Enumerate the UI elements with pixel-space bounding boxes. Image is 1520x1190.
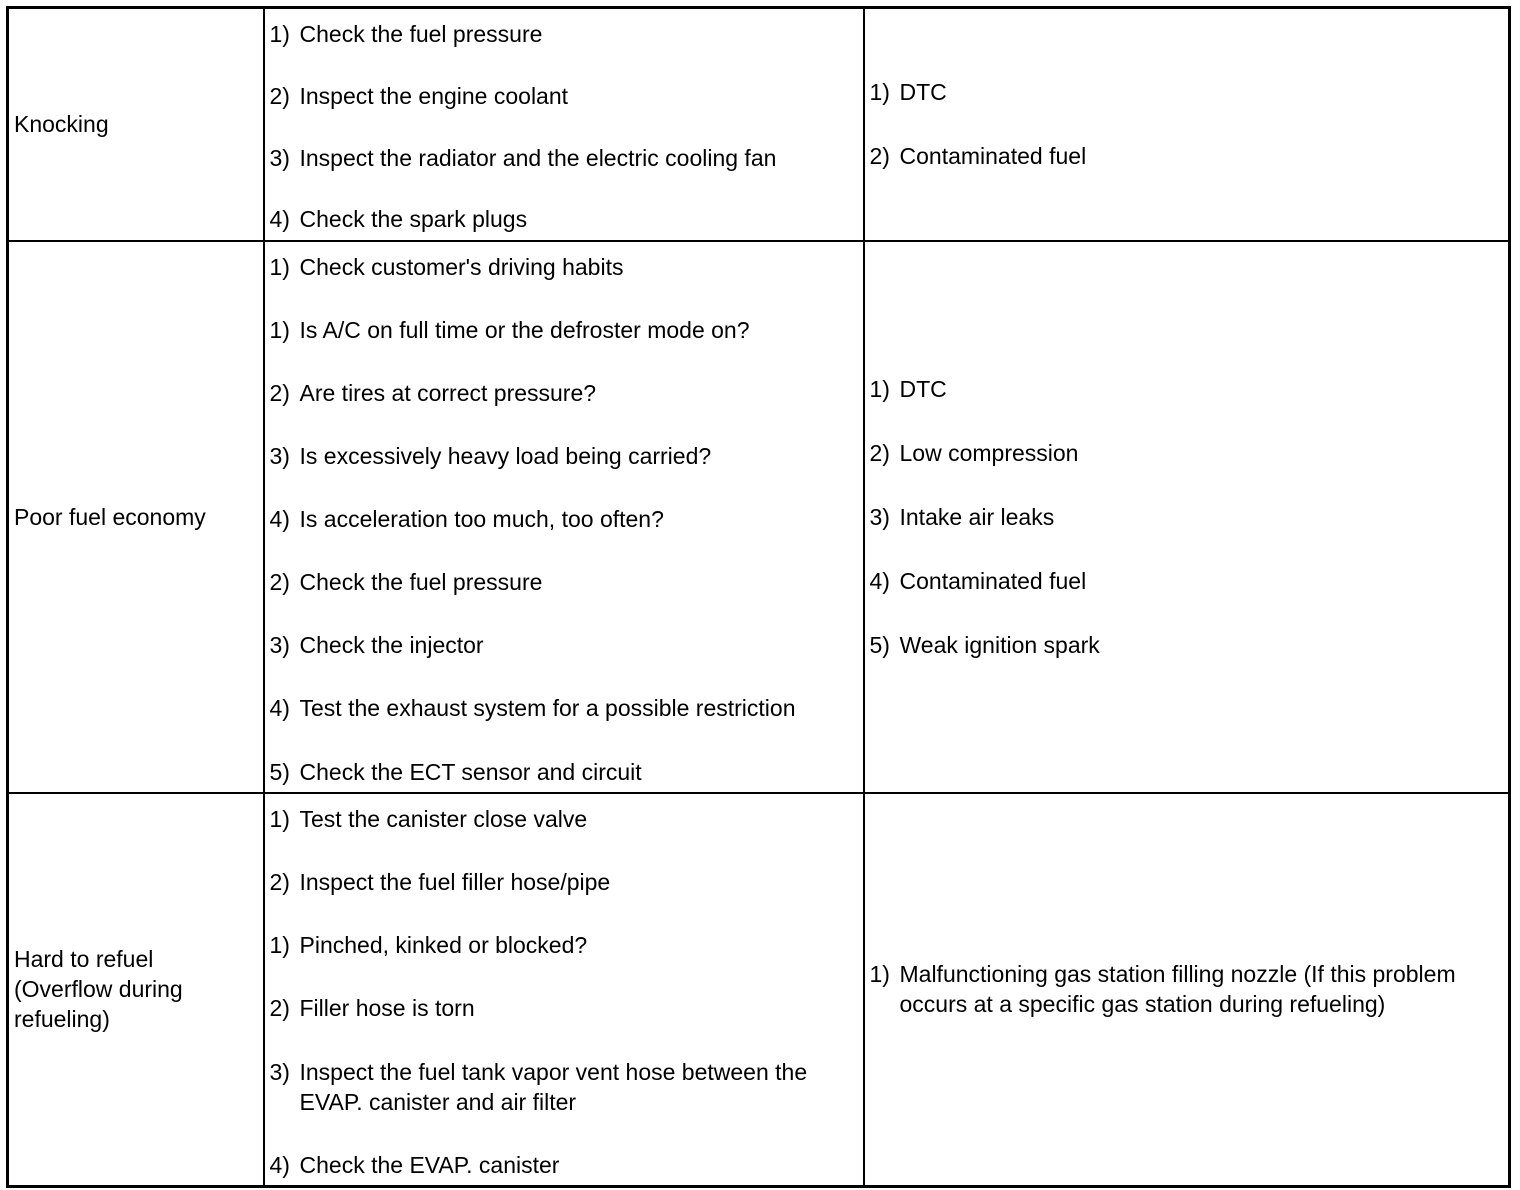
list-item: 2) Inspect the engine coolant <box>269 82 569 109</box>
cause-list <box>865 374 1509 660</box>
list-item: 2) Contaminated fuel <box>869 143 1087 170</box>
list-item: 3) Check the injector <box>269 632 484 659</box>
list-item: 5) Check the ECT sensor and circuit <box>269 758 642 785</box>
list-item: 3) Inspect the fuel tank vapor vent hose between the EVAP. canister and air filter <box>269 1058 808 1115</box>
list-item: 2) Are tires at correct pressure? <box>269 379 597 406</box>
list-item: 3) Inspect the radiator and the electric cooling fan <box>269 144 777 171</box>
list-item: 2) Filler hose is torn <box>269 995 475 1022</box>
list-item: 4) Check the EVAP. canister <box>269 1151 560 1178</box>
list-item: 4) Check the spark plugs <box>269 206 528 233</box>
cause-list <box>865 959 1509 1019</box>
list-item: 1) DTC <box>869 375 947 402</box>
list-item: 1) Check the fuel pressure <box>269 21 543 47</box>
symptom-label: Poor fuel economy <box>14 503 206 530</box>
symptom-cell <box>8 241 264 793</box>
checks-cell <box>264 241 864 793</box>
cause-list <box>865 77 1509 171</box>
list-item: 1) Check customer's driving habits <box>269 253 624 280</box>
table-row <box>8 793 1510 1187</box>
list-item: 1) Pinched, kinked or blocked? <box>269 932 588 959</box>
symptom-label: Knocking <box>14 111 109 138</box>
table-row <box>8 241 1510 793</box>
causes-cell <box>864 241 1510 793</box>
list-item: 1) Malfunctioning gas station filling nozzle (If this problem occurs at a specific gas station during refueling) <box>869 961 1456 1018</box>
list-item: 2) Inspect the fuel filler hose/pipe <box>269 868 611 895</box>
symptom-cell <box>8 793 264 1187</box>
list-item: 1) DTC <box>869 79 947 106</box>
check-list <box>265 9 863 240</box>
list-item: 1) Is A/C on full time or the defroster mode on? <box>269 316 750 343</box>
list-item: 2) Check the fuel pressure <box>269 569 543 596</box>
check-list <box>265 794 863 1186</box>
troubleshooting-table <box>6 6 1511 1188</box>
symptom-label: Hard to refuel (Overflow during refueling) <box>14 946 183 1033</box>
list-item: 4) Is acceleration too much, too often? <box>269 506 664 532</box>
checks-cell <box>264 8 864 241</box>
list-item: 4) Test the exhaust system for a possible restriction <box>269 695 796 722</box>
list-item: 1) Test the canister close valve <box>269 805 588 832</box>
checks-cell <box>264 793 864 1187</box>
list-item: 5) Weak ignition spark <box>869 631 1100 658</box>
list-item: 3) Is excessively heavy load being carried? <box>269 442 712 469</box>
causes-cell <box>864 793 1510 1187</box>
list-item: 3) Intake air leaks <box>869 503 1055 530</box>
list-item: 2) Low compression <box>869 439 1079 466</box>
causes-cell <box>864 8 1510 241</box>
list-item: 4) Contaminated fuel <box>869 567 1087 594</box>
symptom-cell <box>8 8 264 241</box>
table-row <box>8 8 1510 241</box>
check-list <box>265 242 863 792</box>
